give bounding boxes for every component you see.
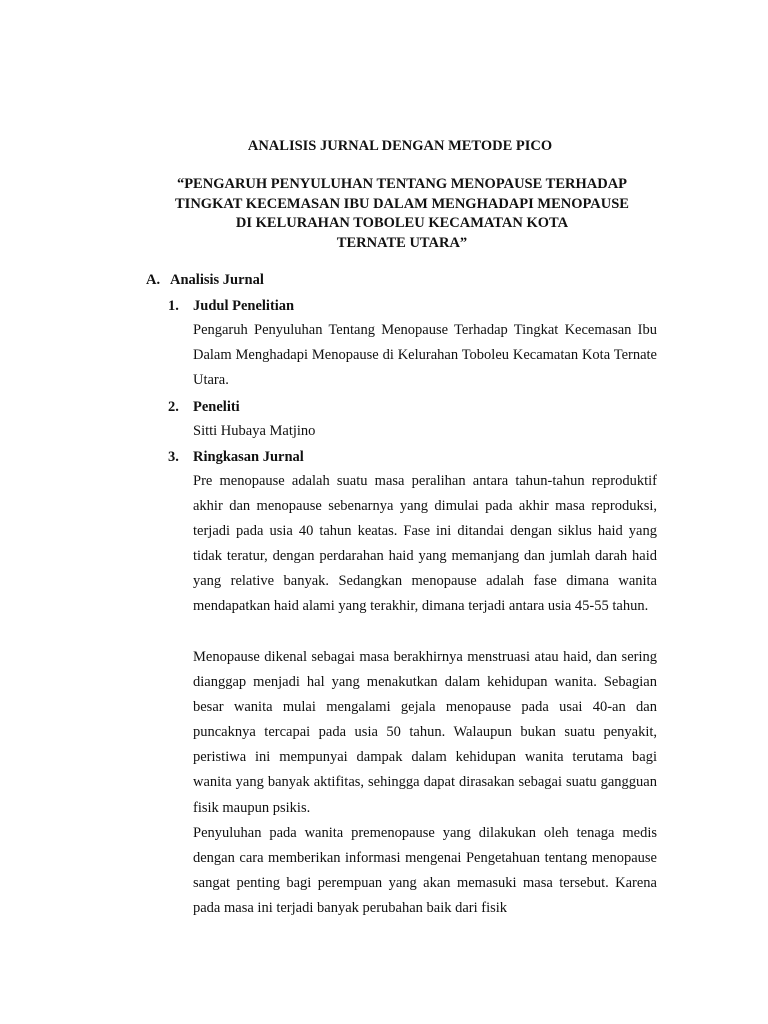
journal-title <box>0 175 768 253</box>
item-text-judul: Pengaruh Penyuluhan Tentang Menopause Terhadap Tingkat Kecemasan Ibu Dalam Menghadapi Menopause di Kelurahan Toboleu Kecamatan Kota Ternate Utara. <box>193 322 657 389</box>
item-number: 1. <box>168 298 179 314</box>
summary-paragraph-3: Penyuluhan pada wanita premenopause yang dilakukan oleh tenaga medis dengan cara memberikan informasi mengenai Pengetahuan tentang menopause sangat penting bagi perempuan yang akan memasuki masa tersebut. Karena pada masa ini terjadi banyak perubahan baik dari fisik <box>193 825 657 917</box>
journal-title-line: TINGKAT KECEMASAN IBU DALAM MENGHADAPI MENOPAUSE <box>175 195 629 212</box>
item-heading-label: Ringkasan Jurnal <box>193 449 304 465</box>
item-heading-ringkasan <box>168 448 304 466</box>
item-heading-judul <box>168 297 294 315</box>
item-heading-peneliti <box>168 398 240 416</box>
summary-paragraph-1: Pre menopause adalah suatu masa peralihan antara tahun-tahun reproduktif akhir dan menopause sebenarnya yang dimulai pada akhir masa reproduksi, terjadi pada usia 40 tahun keatas. Fase ini ditandai dengan siklus haid yang tidak teratur, dengan perdarahan haid yang memanjang dan jumlah darah haid yang relative banyak. Sedangkan menopause adalah fase dimana wanita mendapatkan haid alami yang terakhir, dimana terjadi antara usia 45-55 tahun. <box>193 473 657 615</box>
item-heading-label: Peneliti <box>193 399 240 415</box>
section-heading-a <box>146 271 264 289</box>
item-number: 3. <box>168 449 179 465</box>
section-letter: A. <box>146 272 161 288</box>
document-title: ANALISIS JURNAL DENGAN METODE PICO <box>247 138 553 154</box>
item-heading-label: Judul Penelitian <box>193 298 295 314</box>
item-text-peneliti: Sitti Hubaya Matjino <box>193 423 316 439</box>
journal-title-line: DI KELURAHAN TOBOLEU KECAMATAN KOTA <box>235 215 569 231</box>
journal-title-line: TERNATE UTARA” <box>336 234 468 251</box>
item-number: 2. <box>168 399 179 415</box>
journal-title-line: “PENGARUH PENYULUHAN TENTANG MENOPAUSE TERHADAP <box>176 176 628 192</box>
summary-paragraph-2: Menopause dikenal sebagai masa berakhirnya menstruasi atau haid, dan sering dianggap menjadi hal yang menakutkan dalam kehidupan wanita. Sebagian besar wanita mulai mengalami gejala menopause pada usai 40-an dan puncaknya tercapai pada usia 50 tahun. Walaupun bukan suatu penyakit, peristiwa ini mempunyai dampak dalam kehidupan wanita terutama bagi wanita yang banyak aktifitas, sehingga dapat dirasakan sebagai suatu gangguan fisik maupun psikis. <box>193 649 657 816</box>
section-label: Analisis Jurnal <box>170 272 264 288</box>
